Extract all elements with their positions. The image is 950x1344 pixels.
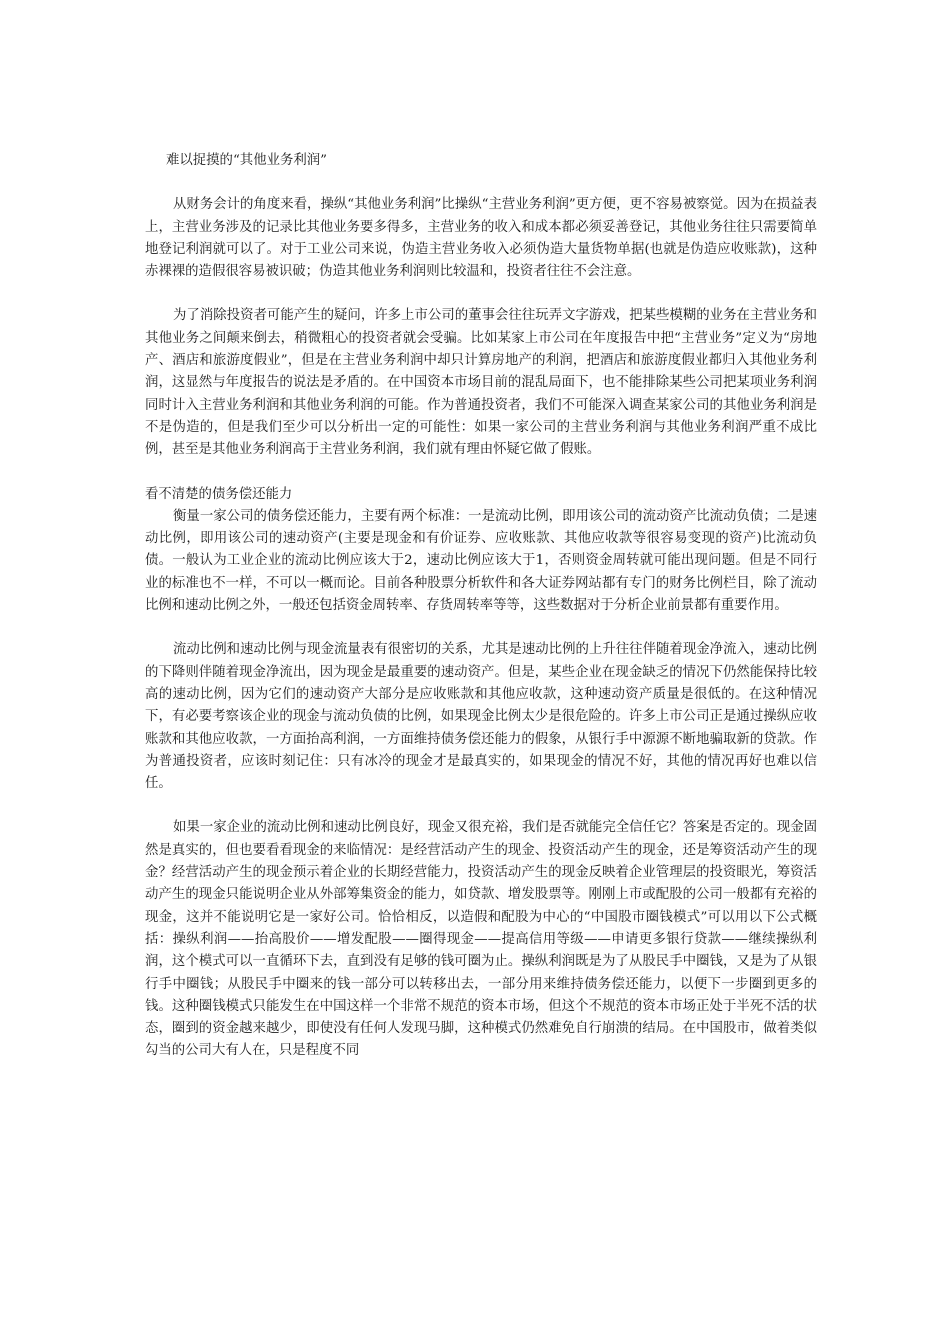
spacer: [145, 172, 817, 194]
paragraph: 如果一家企业的流动比例和速动比例良好，现金又很充裕，我们是否就能完全信任它？答案是否定的。现金固然是真实的，但也要看看现金的来临情况：是经营活动产生的现金、投资活动产生的现金，还是筹资活动产生的现金？经营活动产生的现金预示着企业的长期经营能力，投资活动产生的现金反映着企业管理层的投资眼光，筹资活动产生的现金只能说明企业从外部筹集资金的能力，如贷款、增发股票等。刚刚上市或配股的公司一般都有充裕的现金，这并不能说明它是一家好公司。恰恰相反，以造假和配股为中心的“中国股市圈钱模式”可以用以下公式概括：操纵利润——抬高股价——增发配股——圈得现金——提高信用等级——申请更多银行贷款——继续操纵利润，这个模式可以一直循环下去，直到没有足够的钱可圈为止。操纵利润既是为了从股民手中圈钱，又是为了从银行手中圈钱；从股民手中圈来的钱一部分可以转移出去，一部分用来维持债务偿还能力，以便下一步圈到更多的钱。这种圈钱模式只能发生在中国这样一个非常不规范的资本市场，但这个不规范的资本市场正处于半死不活的状态，圈到的资金越来越少，即使没有任何人发现马脚，这种模式仍然难免自行崩溃的结局。在中国股市，做着类似勾当的公司大有人在，只是程度不同: [145, 820, 817, 1059]
section-title-other-business-profit: 难以捉摸的“其他业务利润”: [166, 153, 327, 168]
paragraph: 流动比例和速动比例与现金流量表有很密切的关系，尤其是速动比例的上升往往伴随着现金净流入，速动比例的下降则伴随着现金净流出，因为现金是最重要的速动资产。但是，某些企业在现金缺乏的情况下仍然能保持比较高的速动比例，因为它们的速动资产大部分是应收账款和其他应收款，这种速动资产质量是很低的。在这种情况下，有必要考察该企业的现金与流动负债的比例，如果现金比例太少是很危险的。许多上市公司正是通过操纵应收账款和其他应收款，一方面抬高利润，一方面维持债务偿还能力的假象，从银行手中源源不断地骗取新的贷款。作为普通投资者，应该时刻记住：只有冰冷的现金才是最真实的，如果现金的情况不好，其他的情况再好也难以信任。: [145, 642, 817, 792]
paragraph: 从财务会计的角度来看，操纵“其他业务利润”比操纵“主营业务利润”更方便，更不容易被察觉。因为在损益表上，主营业务涉及的记录比其他业务要多得多，主营业务的收入和成本都必须妥善登记，其他业务往往只需要简单地登记利润就可以了。对于工业公司来说，伪造主营业务收入必须伪造大量货物单据(也就是伪造应收账款)，这种赤裸裸的造假很容易被识破；伪造其他业务利润则比较温和，投资者往往不会注意。: [145, 197, 817, 280]
paragraph: 为了消除投资者可能产生的疑问，许多上市公司的董事会往往玩弄文字游戏，把某些模糊的业务在主营业务和其他业务之间颠来倒去，稍微粗心的投资者就会受骗。比如某家上市公司在年度报告中把“主营业务”定义为“房地产、酒店和旅游度假业”，但是在主营业务利润中却只计算房地产的利润，把酒店和旅游度假业都归入其他业务利润，这显然与年度报告的说法是矛盾的。在中国资本市场目前的混乱局面下，也不能排除某些公司把某项业务利润同时计入主营业务利润和其他业务利润的可能。作为普通投资者，我们不可能深入调查某家公司的其他业务利润是不是伪造的，但是我们至少可以分析出一定的可能性：如果一家公司的主营业务利润与其他业务利润严重不成比例，甚至是其他业务利润高于主营业务利润，我们就有理由怀疑它做了假账。: [145, 308, 817, 458]
paragraph: 衡量一家公司的债务偿还能力，主要有两个标准：一是流动比例，即用该公司的流动资产比流动负债；二是速动比例，即用该公司的速动资产(主要是现金和有价证券、应收账款、其他应收款等很容易变现的资产)比流动负债。一般认为工业企业的流动比例应该大于2，速动比例应该大于1，否则资金周转就可能出现问题。但是不同行业的标准也不一样，不可以一概而论。目前各种股票分析软件和各大证券网站都有专门的财务比例栏目，除了流动比例和速动比例之外，一般还包括资金周转率、存货周转率等等，这些数据对于分析企业前景都有重要作用。: [145, 508, 817, 614]
spacer: [145, 283, 817, 305]
spacer: [145, 795, 817, 817]
document-page: [145, 150, 817, 1063]
spacer: [145, 617, 817, 639]
spacer: [145, 462, 817, 484]
section-title-debt-repayment: 看不清楚的债务偿还能力: [145, 486, 293, 502]
